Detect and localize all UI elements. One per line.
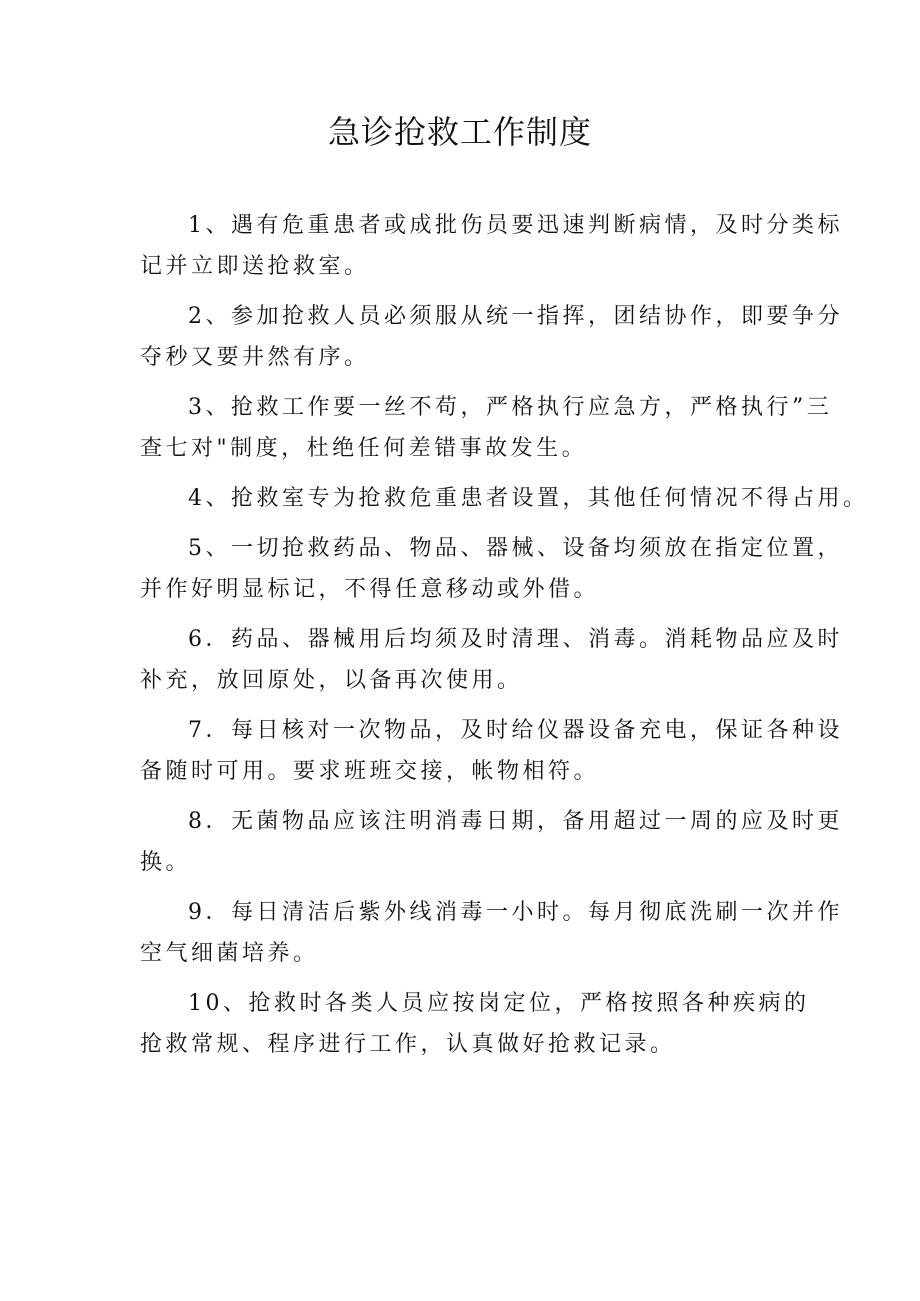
document-title: 急诊抢救工作制度	[327, 113, 592, 151]
paragraph-line: 1、遇有危重患者或成批伤员要迅速判断病情，及时分类标	[188, 213, 843, 238]
paragraph-line: 2、参加抢救人员必须服从统一指挥，团结协作，即要争分	[188, 304, 843, 329]
rule-paragraph-10	[140, 983, 810, 1065]
rule-paragraph-8	[140, 801, 843, 883]
rule-paragraph-4	[140, 478, 869, 519]
rule-paragraph-9	[140, 892, 843, 974]
paragraph-line: 4、抢救室专为抢救危重患者设置，其他任何情况不得占用。	[188, 486, 869, 511]
rule-paragraph-7	[140, 710, 843, 792]
paragraph-line: 换。	[140, 850, 192, 875]
paragraph-line: 记并立即送抢救室。	[140, 254, 370, 279]
paragraph-line: 抢救常规、程序进行工作，认真做好抢救记录。	[140, 1032, 676, 1057]
paragraph-line: 查七对"制度，杜绝任何差错事故发生。	[140, 436, 588, 461]
paragraph-line: 3、抢救工作要一丝不苟，严格执行应急方，严格执行”三	[188, 395, 833, 420]
rule-paragraph-1	[140, 205, 843, 287]
paragraph-line: 5、一切抢救药品、物品、器械、设备均须放在指定位置，	[188, 536, 843, 561]
document-body	[140, 205, 869, 1074]
paragraph-line: 空气细菌培养。	[140, 941, 319, 966]
paragraph-line: 9．每日清洁后紫外线消毒一小时。每月彻底洗刷一次并作	[188, 900, 843, 925]
paragraph-line: 8．无菌物品应该注明消毒日期，备用超过一周的应及时更	[188, 809, 843, 834]
paragraph-line: 并作好明显标记，不得任意移动或外借。	[140, 577, 600, 602]
rule-paragraph-6	[140, 619, 843, 701]
rule-paragraph-5	[140, 528, 843, 610]
paragraph-line: 夺秒又要井然有序。	[140, 345, 370, 370]
rule-paragraph-3	[140, 387, 833, 469]
paragraph-line: 10、抢救时各类人员应按岗定位，严格按照各种疾病的	[188, 991, 810, 1016]
paragraph-line: 7．每日核对一次物品，及时给仪器设备充电，保证各种设	[188, 718, 843, 743]
paragraph-line: 6．药品、器械用后均须及时清理、消毒。消耗物品应及时	[188, 627, 843, 652]
paragraph-line: 备随时可用。要求班班交接，帐物相符。	[140, 759, 600, 784]
paragraph-line: 补充，放回原处，以备再次使用。	[140, 668, 523, 693]
rule-paragraph-2	[140, 296, 843, 378]
